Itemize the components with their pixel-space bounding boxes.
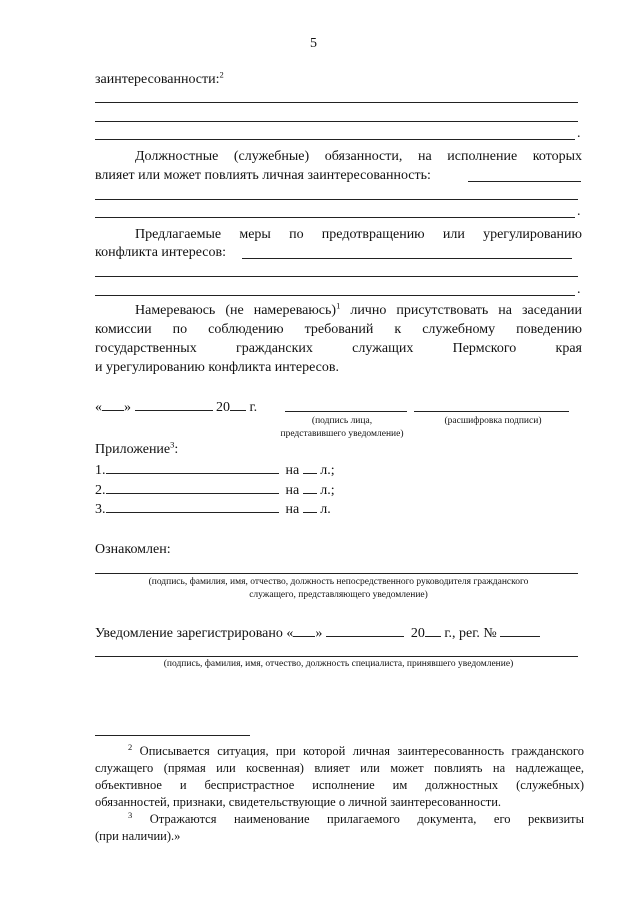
measures-inline-field[interactable] bbox=[242, 258, 572, 259]
measures-line-1: Предлагаемые меры по предотвращению или урегулированию bbox=[135, 227, 582, 242]
interest-period: . bbox=[577, 126, 581, 141]
signature-caption bbox=[262, 415, 422, 441]
appendix-item-sheets: л. bbox=[320, 502, 331, 517]
measures-period: . bbox=[577, 282, 581, 297]
duties-line-2: влияет или может повлиять личная заинтересованность: bbox=[95, 168, 431, 183]
appendix-item-title-field[interactable] bbox=[106, 499, 279, 513]
footnote-2-text-1: Описывается ситуация, при которой личная заинтересованность гражданского bbox=[139, 744, 584, 758]
appendix-item bbox=[95, 480, 335, 500]
interest-label-text: заинтересованности: bbox=[95, 72, 220, 87]
measures-line-field-2[interactable] bbox=[95, 295, 575, 296]
appendix-label-text: Приложение bbox=[95, 442, 171, 457]
intend-text-a: Намереваюсь (не намереваюсь) bbox=[135, 303, 337, 318]
footnote-2-line-3: объективное и беспристрастное исполнение им должностных (служебных) bbox=[95, 778, 584, 792]
appendix-colon: : bbox=[174, 442, 179, 457]
footnote-3-line-2: (при наличии).» bbox=[95, 829, 181, 843]
signature-decoding-caption: (расшифровка подписи) bbox=[444, 416, 542, 426]
registered-month-field[interactable] bbox=[326, 623, 404, 637]
signature-decoding-field[interactable] bbox=[414, 411, 569, 412]
date-day-field[interactable] bbox=[102, 397, 124, 411]
date-open-quote: « bbox=[95, 400, 102, 415]
measures-line-2: конфликта интересов: bbox=[95, 245, 226, 260]
acquainted-caption-line-2: служащего, представляющего уведомление) bbox=[249, 590, 428, 600]
interest-line-2[interactable] bbox=[95, 121, 578, 122]
appendix-item-on: на bbox=[285, 463, 300, 478]
appendix-item-number: 3. bbox=[95, 502, 106, 517]
appendix-item-title-field[interactable] bbox=[106, 480, 279, 494]
registered-row bbox=[95, 623, 540, 643]
appendix-item-pages-field[interactable] bbox=[303, 460, 317, 474]
date-month-field[interactable] bbox=[135, 397, 213, 411]
interest-line-1[interactable] bbox=[95, 102, 578, 103]
registered-caption: (подпись, фамилия, имя, отчество, должность специалиста, принявшего уведомление) bbox=[163, 659, 514, 669]
acquainted-caption-line-1: (подпись, фамилия, имя, отчество, должность непосредственного руководителя гражданского bbox=[148, 577, 529, 587]
intend-line-4: и урегулированию конфликта интересов. bbox=[95, 360, 340, 375]
registered-year-field[interactable] bbox=[425, 623, 441, 637]
signature-field[interactable] bbox=[285, 411, 407, 412]
footnote-2-line-2: служащего (прямая или косвенная) влияет или может повлиять на надлежащее, bbox=[95, 761, 584, 775]
footnote-ref-1: 1 bbox=[336, 300, 341, 311]
registered-reg: г., рег. № bbox=[444, 626, 497, 641]
page-number: 5 bbox=[310, 36, 317, 51]
registered-signature-field[interactable] bbox=[95, 656, 578, 657]
appendix-item-on: на bbox=[285, 483, 300, 498]
appendix-label bbox=[95, 440, 178, 459]
appendix-item-on: на bbox=[285, 502, 300, 517]
date-close-quote: » bbox=[124, 400, 131, 415]
duties-line-field-2[interactable] bbox=[95, 217, 575, 218]
appendix-item bbox=[95, 499, 331, 519]
registered-year: 20 bbox=[410, 626, 425, 641]
duties-period: . bbox=[577, 204, 581, 219]
footnote-ref-2: 2 bbox=[219, 69, 224, 80]
registered-prefix: Уведомление зарегистрировано « bbox=[95, 626, 294, 641]
intend-text-b: лично присутствовать на заседании bbox=[340, 303, 582, 318]
date-year-suffix: г. bbox=[249, 400, 258, 415]
intend-line-1 bbox=[135, 301, 582, 320]
footnote-3-number: 3 bbox=[128, 809, 133, 820]
appendix-item-number: 2. bbox=[95, 483, 106, 498]
footnote-2-line-1 bbox=[128, 743, 584, 759]
date-year-field[interactable] bbox=[230, 397, 246, 411]
acquainted-caption bbox=[95, 576, 582, 602]
footnote-ref-3: 3 bbox=[170, 439, 175, 450]
acquainted-label: Ознакомлен: bbox=[95, 542, 171, 557]
appendix-item bbox=[95, 460, 335, 480]
duties-line-field-1[interactable] bbox=[95, 199, 578, 200]
signature-caption-line-1: (подпись лица, bbox=[311, 416, 373, 426]
footnote-3-line-1 bbox=[128, 811, 584, 827]
duties-line-1: Должностные (служебные) обязанности, на исполнение которых bbox=[135, 149, 582, 164]
acquainted-signature-field[interactable] bbox=[95, 573, 578, 574]
date-row bbox=[95, 397, 257, 417]
footnote-separator bbox=[95, 735, 250, 736]
appendix-item-pages-field[interactable] bbox=[303, 499, 317, 513]
interest-label bbox=[95, 70, 224, 89]
appendix-item-sheets: л.; bbox=[320, 463, 335, 478]
registered-number-field[interactable] bbox=[500, 623, 540, 637]
appendix-item-title-field[interactable] bbox=[106, 460, 279, 474]
registered-quote-close: » bbox=[315, 626, 323, 641]
appendix-item-number: 1. bbox=[95, 463, 106, 478]
date-year-prefix: 20 bbox=[216, 400, 230, 415]
appendix-item-pages-field[interactable] bbox=[303, 480, 317, 494]
intend-line-2: комиссии по соблюдению требований к служебному поведению bbox=[95, 322, 582, 337]
signature-caption-line-2: представившего уведомление) bbox=[280, 429, 404, 439]
footnote-2-line-4: обязанностей, признаки, свидетельствующие о личной заинтересованности. bbox=[95, 795, 502, 809]
measures-line-field-1[interactable] bbox=[95, 276, 578, 277]
registered-day-field[interactable] bbox=[293, 623, 315, 637]
duties-inline-field[interactable] bbox=[468, 181, 581, 182]
footnote-2-number: 2 bbox=[128, 741, 133, 752]
intend-line-3: государственных гражданских служащих Пермского края bbox=[95, 341, 582, 356]
interest-line-3[interactable] bbox=[95, 139, 575, 140]
appendix-item-sheets: л.; bbox=[320, 483, 335, 498]
footnote-3-text-1: Отражаются наименование прилагаемого документа, его реквизиты bbox=[149, 812, 584, 826]
